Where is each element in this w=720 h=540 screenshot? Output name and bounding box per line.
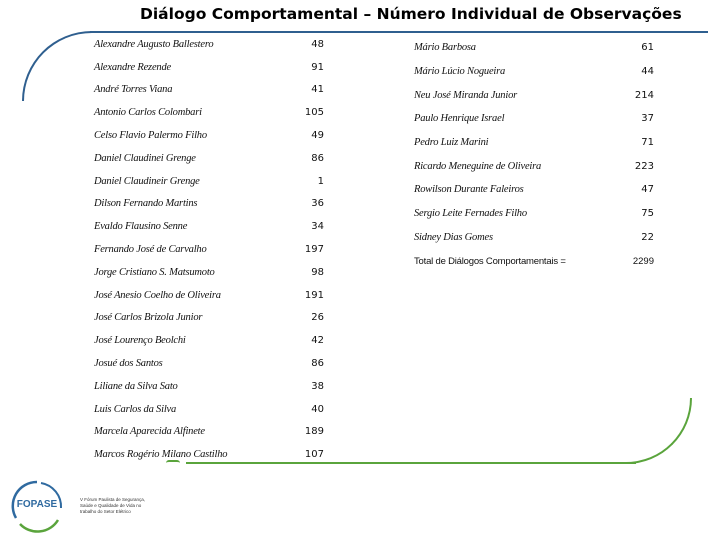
observer-name: Mário Barbosa bbox=[414, 42, 476, 54]
observer-name: Sidney Dias Gomes bbox=[414, 231, 493, 243]
observer-name: Fernando José de Carvalho bbox=[94, 244, 207, 256]
observation-count: 61 bbox=[641, 42, 654, 54]
observations-list-right bbox=[414, 36, 654, 273]
observation-count: 48 bbox=[311, 38, 324, 50]
observer-row bbox=[414, 60, 654, 84]
observation-count: 86 bbox=[311, 152, 324, 164]
observer-row bbox=[94, 284, 324, 307]
observer-row bbox=[414, 178, 654, 202]
observer-name: Pedro Luiz Marini bbox=[414, 137, 489, 149]
observer-row bbox=[94, 352, 324, 375]
observation-count: 40 bbox=[311, 403, 324, 415]
observation-count: 1 bbox=[317, 175, 324, 187]
observation-count: 191 bbox=[304, 289, 324, 301]
fopase-logo bbox=[8, 478, 66, 534]
observer-row bbox=[94, 261, 324, 284]
observation-count: 47 bbox=[641, 184, 654, 196]
observer-row bbox=[94, 147, 324, 170]
observation-count: 44 bbox=[641, 66, 654, 78]
observer-row bbox=[94, 124, 324, 147]
observer-name: Neu José Miranda Junior bbox=[414, 89, 518, 101]
slide-title: Diálogo Comportamental – Número Individual de Observações bbox=[140, 5, 682, 23]
observation-count: 36 bbox=[311, 198, 324, 210]
frame-arc-bottom bbox=[612, 398, 692, 464]
observation-count: 214 bbox=[634, 89, 654, 101]
observer-name: Rowilson Durante Faleiros bbox=[414, 184, 524, 196]
observer-row bbox=[414, 83, 654, 107]
observer-name: José Lourenço Beolchi bbox=[94, 335, 186, 347]
observation-count: 34 bbox=[311, 221, 324, 233]
observer-row bbox=[94, 79, 324, 102]
total-row bbox=[414, 249, 654, 273]
observation-count: 86 bbox=[311, 358, 324, 370]
observer-row bbox=[94, 215, 324, 238]
total-label: Total de Diálogos Comportamentais = bbox=[414, 255, 566, 267]
observation-count: 26 bbox=[311, 312, 324, 324]
observer-name: Jorge Cristiano S. Matsumoto bbox=[94, 266, 215, 278]
observer-row bbox=[94, 398, 324, 421]
event-tagline bbox=[80, 497, 190, 515]
observer-name: Luis Carlos da Silva bbox=[94, 403, 177, 415]
observer-name: Mário Lúcio Nogueira bbox=[414, 66, 506, 78]
observer-name: Daniel Claudineir Grenge bbox=[94, 175, 200, 187]
observer-row bbox=[414, 131, 654, 155]
tagline-line: V Fórum Paulista de Segurança, bbox=[80, 497, 146, 502]
observer-row bbox=[414, 154, 654, 178]
observer-row bbox=[94, 56, 324, 79]
observer-name: Liliane da Silva Sato bbox=[94, 380, 178, 392]
observer-row bbox=[94, 238, 324, 261]
observer-row bbox=[414, 36, 654, 60]
observer-name: Alexandre Rezende bbox=[94, 61, 171, 73]
observation-count: 105 bbox=[304, 107, 324, 119]
observer-row bbox=[94, 375, 324, 398]
observer-row bbox=[414, 202, 654, 226]
observer-name: Sergio Leite Fernades Filho bbox=[414, 208, 527, 220]
observer-name: Marcos Rogério Milano Castilho bbox=[94, 449, 228, 461]
observation-count: 223 bbox=[634, 160, 654, 172]
observation-count: 38 bbox=[311, 380, 324, 392]
tagline-line: trabalho do Setor Elétrico bbox=[80, 509, 131, 514]
observation-count: 107 bbox=[304, 449, 324, 461]
observer-row bbox=[414, 226, 654, 250]
logo-text: FOPASE bbox=[16, 499, 58, 510]
observer-row bbox=[94, 101, 324, 124]
observations-list-left bbox=[94, 33, 324, 466]
observation-count: 49 bbox=[311, 130, 324, 142]
observer-name: José Carlos Brizola Junior bbox=[94, 312, 203, 324]
observation-count: 98 bbox=[311, 266, 324, 278]
total-value: 2299 bbox=[632, 255, 654, 267]
observer-row bbox=[94, 443, 324, 466]
observer-name: Alexandre Augusto Ballestero bbox=[94, 38, 214, 50]
observer-name: Celso Flavio Palermo Filho bbox=[94, 130, 207, 142]
observation-count: 37 bbox=[641, 113, 654, 125]
observer-name: Marcela Aparecida Alfinete bbox=[94, 426, 205, 438]
observer-name: Josué dos Santos bbox=[94, 358, 163, 370]
observer-row bbox=[94, 329, 324, 352]
observer-row bbox=[94, 421, 324, 444]
observation-count: 91 bbox=[311, 61, 324, 73]
observer-name: Evaldo Flausino Senne bbox=[94, 221, 188, 233]
observer-name: Antonio Carlos Colombari bbox=[94, 107, 202, 119]
observation-count: 71 bbox=[641, 137, 654, 149]
observer-row bbox=[94, 170, 324, 193]
observer-row bbox=[94, 307, 324, 330]
observer-name: Ricardo Meneguine de Oliveira bbox=[414, 160, 542, 172]
observer-row bbox=[414, 107, 654, 131]
frame-arc-top bbox=[22, 31, 92, 101]
observation-count: 41 bbox=[311, 84, 324, 96]
observer-row bbox=[94, 193, 324, 216]
observer-name: Paulo Henrique Israel bbox=[414, 113, 505, 125]
observer-name: Daniel Claudinei Grenge bbox=[94, 152, 196, 164]
observation-count: 42 bbox=[311, 335, 324, 347]
observation-count: 22 bbox=[641, 231, 654, 243]
observation-count: 197 bbox=[304, 244, 324, 256]
observation-count: 189 bbox=[304, 426, 324, 438]
observer-name: André Torres Viana bbox=[94, 84, 173, 96]
observer-name: José Anesio Coelho de Oliveira bbox=[94, 289, 221, 301]
observer-name: Dilson Fernando Martins bbox=[94, 198, 198, 210]
observer-row bbox=[94, 33, 324, 56]
tagline-line: Saúde e Qualidade de Vida no bbox=[80, 503, 142, 508]
observation-count: 75 bbox=[641, 208, 654, 220]
